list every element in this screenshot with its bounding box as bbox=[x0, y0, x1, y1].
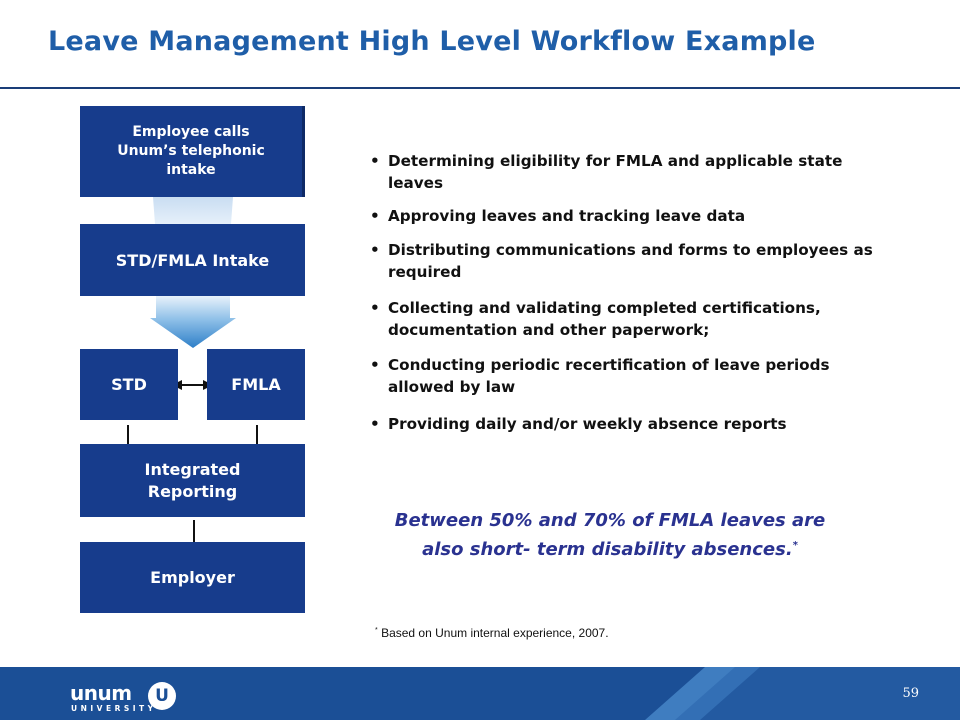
transition-band bbox=[153, 197, 233, 224]
bullet-text: Determining eligibility for FMLA and applicable state leaves bbox=[388, 152, 843, 192]
page-number: 59 bbox=[902, 686, 919, 701]
footer-bar bbox=[0, 667, 960, 720]
bullet-item bbox=[370, 354, 900, 398]
std-box: STD bbox=[80, 349, 178, 420]
unum-logo-icon: U bbox=[148, 682, 176, 710]
slide-title: Leave Management High Level Workflow Example bbox=[48, 26, 816, 57]
bullet-dot: • bbox=[370, 241, 380, 259]
bullet-text: Providing daily and/or weekly absence reports bbox=[388, 415, 787, 433]
bullet-dot: • bbox=[370, 152, 380, 170]
std-fmla-intake-box: STD/FMLA Intake bbox=[80, 224, 305, 296]
bullet-item bbox=[370, 298, 900, 341]
bullet-text: Distributing communications and forms to employees as required bbox=[388, 241, 873, 281]
bullet-text: Collecting and validating completed certifications, documentation and other paperwork; bbox=[388, 299, 821, 339]
bullet-dot: • bbox=[370, 207, 380, 225]
callout-footnote-marker: * bbox=[792, 540, 798, 551]
down-arrow-large bbox=[150, 296, 236, 348]
footnote-text: Based on Unum internal experience, 2007. bbox=[377, 626, 609, 640]
bullet-text: Conducting periodic recertification of leave periods allowed by law bbox=[388, 356, 830, 396]
fmla-std-overlap-callout bbox=[380, 508, 840, 562]
bullet-dot: • bbox=[370, 415, 380, 433]
responsibility-list bbox=[370, 150, 900, 435]
footnote-marker: * bbox=[375, 627, 378, 634]
unum-logo-subtitle: UNIVERSITY bbox=[71, 704, 157, 713]
bullet-item bbox=[370, 239, 900, 283]
callout-text: Between 50% and 70% of FMLA leaves are also short- term disability absences. bbox=[394, 510, 826, 560]
fmla-box: FMLA bbox=[207, 349, 305, 420]
bullet-dot: • bbox=[370, 356, 380, 374]
employer-box: Employer bbox=[80, 542, 305, 613]
employee-calls-box: Employee calls Unum’s telephonic intake bbox=[80, 106, 305, 197]
unum-logo-wordmark: unum bbox=[70, 681, 132, 705]
bullet-text: Approving leaves and tracking leave data bbox=[388, 207, 746, 225]
bullet-dot: • bbox=[370, 299, 380, 317]
footnote bbox=[375, 626, 609, 640]
integrated-reporting-box: Integrated Reporting bbox=[80, 444, 305, 517]
bullet-item bbox=[370, 205, 900, 227]
bullet-item bbox=[370, 413, 900, 435]
bullet-item bbox=[370, 150, 900, 194]
